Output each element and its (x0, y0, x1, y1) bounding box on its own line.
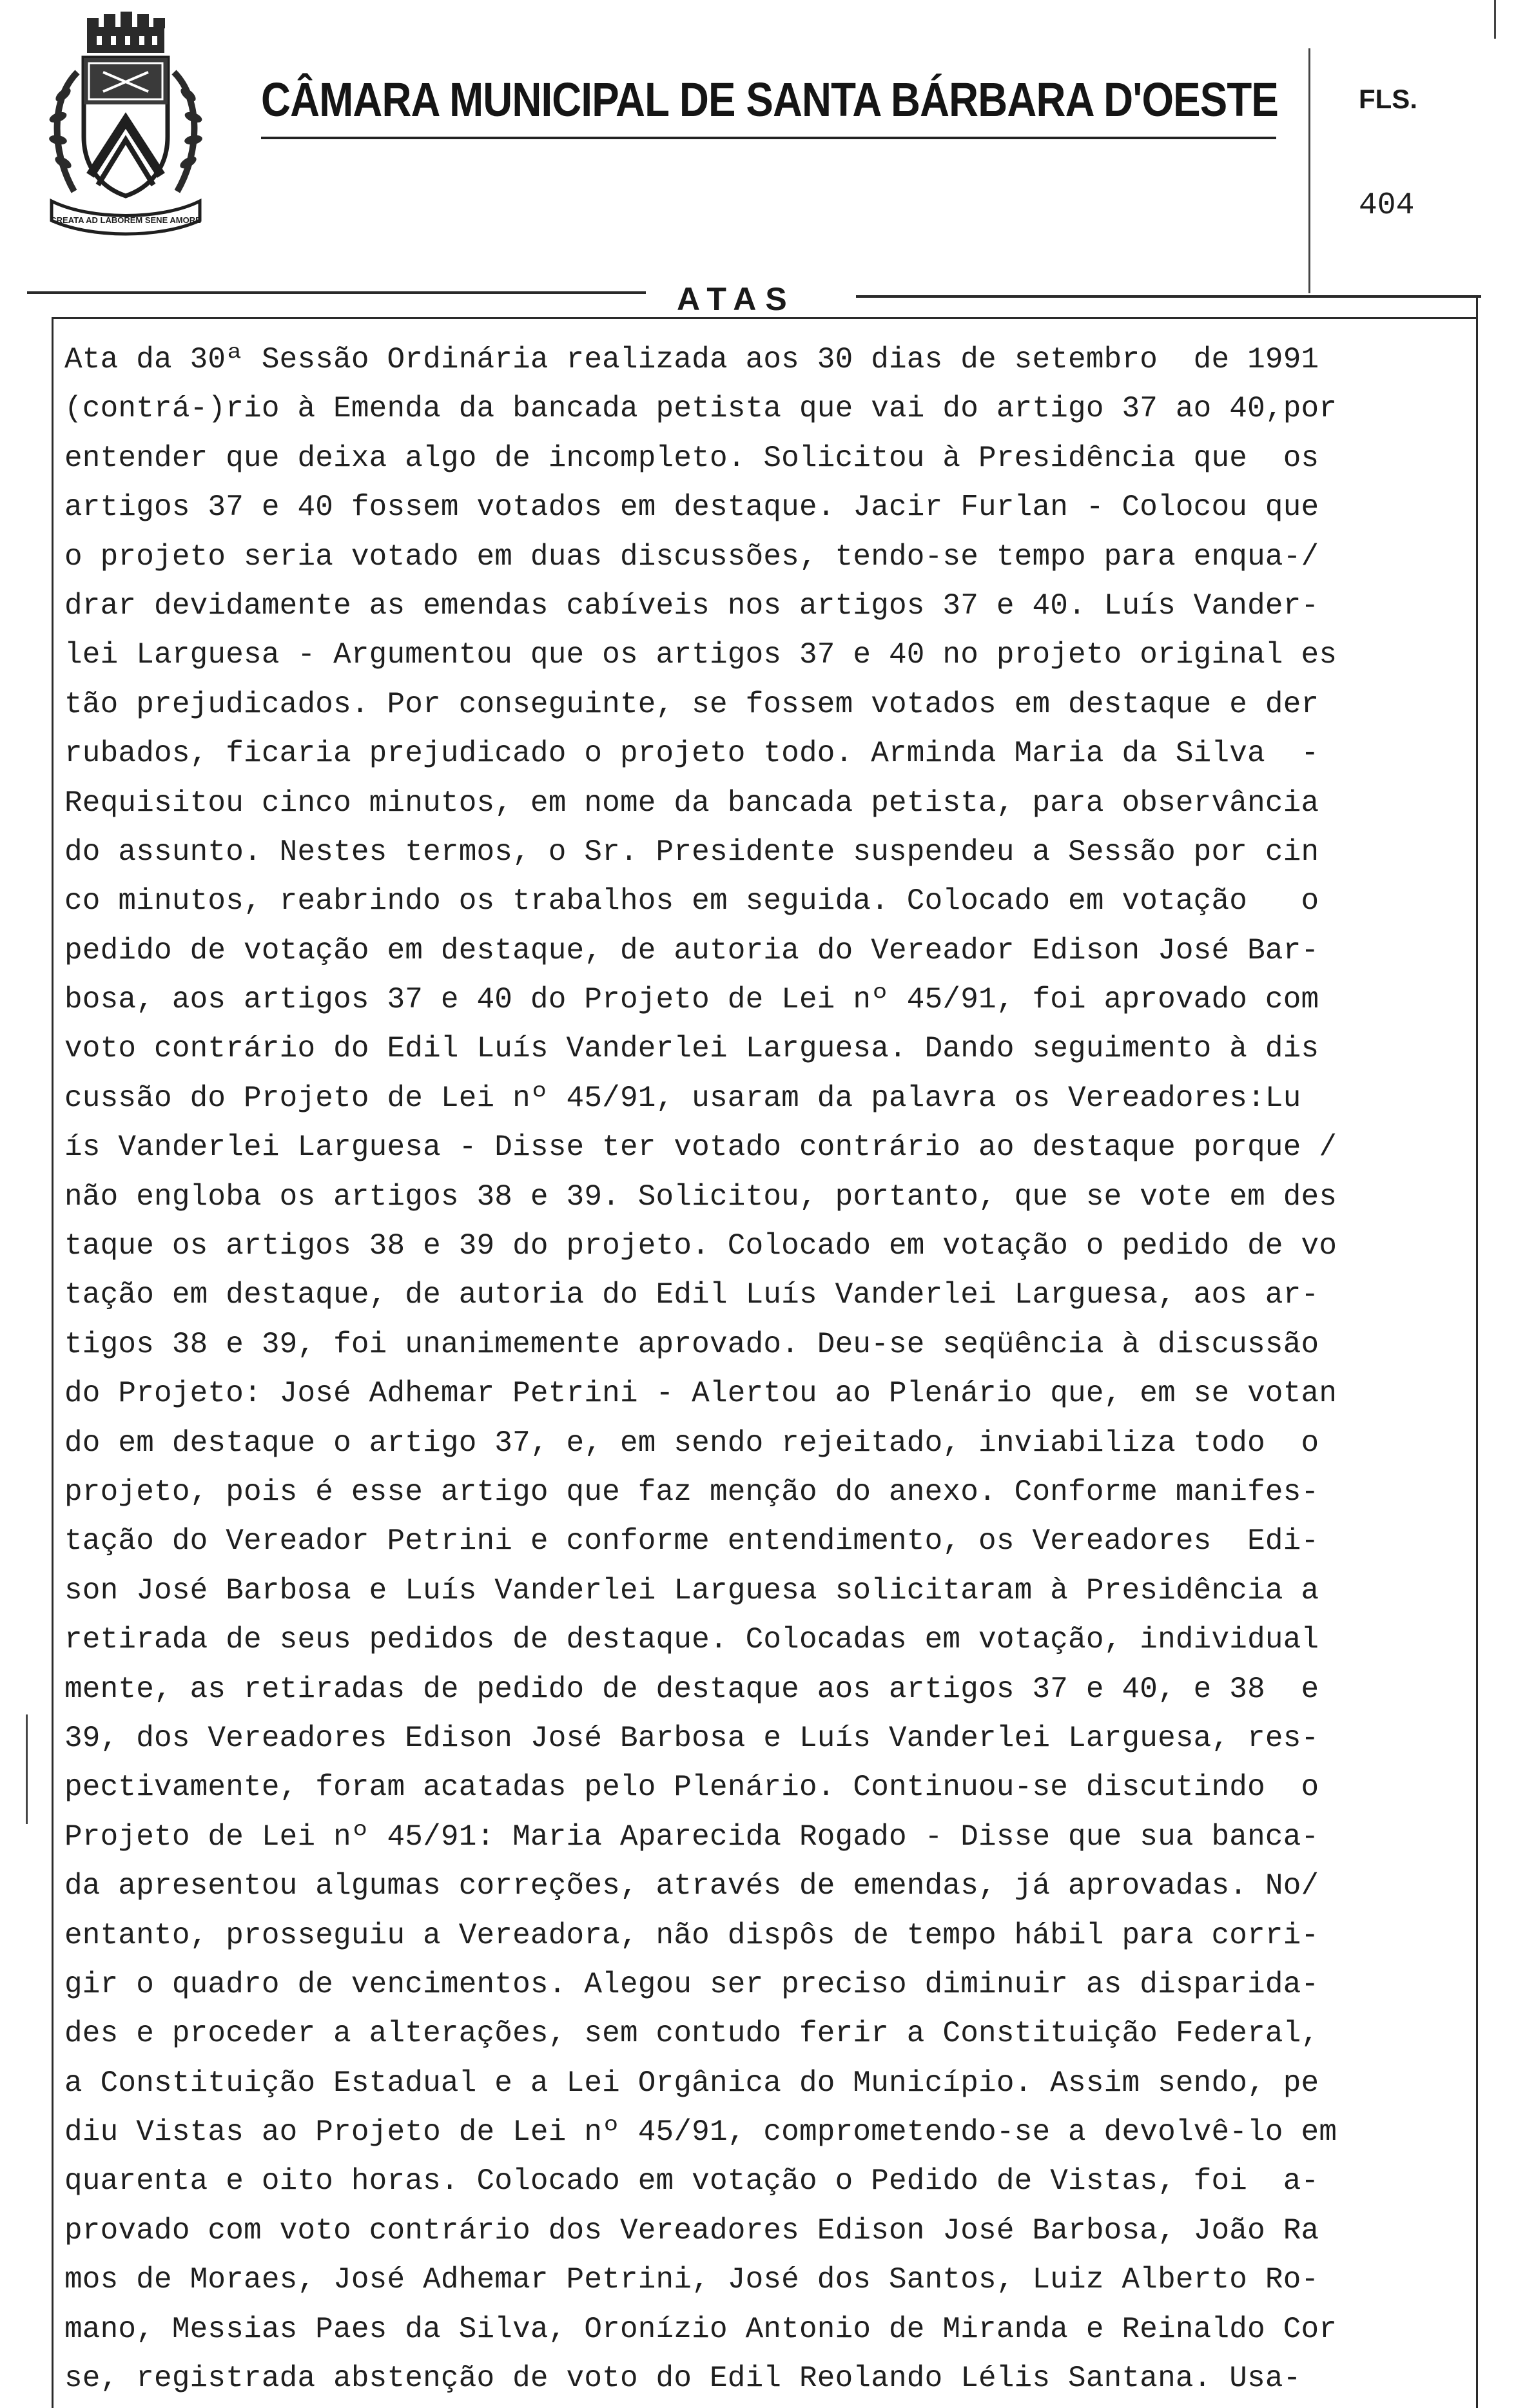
minutes-line: Requisitou cinco minutos, em nome da bancada petista, para observância (64, 786, 1319, 820)
minutes-line: bosa, aos artigos 37 e 40 do Projeto de Lei nº 45/91, foi aprovado com (64, 983, 1319, 1017)
minutes-line: da apresentou algumas correções, através de emendas, já aprovadas. No/ (64, 1869, 1319, 1903)
minutes-line: des e proceder a alterações, sem contudo ferir a Constituição Federal, (64, 2017, 1319, 2051)
minutes-line: cussão do Projeto de Lei nº 45/91, usaram da palavra os Vereadores:Lu (64, 1081, 1301, 1115)
minutes-line: diu Vistas ao Projeto de Lei nº 45/91, comprometendo-se a devolvê-lo em (64, 2115, 1337, 2150)
municipal-crest-logo (39, 8, 213, 240)
minutes-line: entender que deixa algo de incompleto. Solicitou à Presidência que os (64, 441, 1319, 475)
minutes-line: o projeto seria votado em duas discussões, tendo-se tempo para enqua-/ (64, 539, 1319, 574)
minutes-line: co minutos, reabrindo os trabalhos em seguida. Colocado em votação o (64, 884, 1319, 918)
minutes-line: mano, Messias Paes da Silva, Oronízio Antonio de Miranda e Reinaldo Cor (64, 2312, 1337, 2346)
minutes-line: retirada de seus pedidos de destaque. Colocadas em votação, individual (64, 1623, 1319, 1657)
minutes-line: do Projeto: José Adhemar Petrini - Alertou ao Plenário que, em se votan (64, 1377, 1337, 1411)
folio-label: FLS. (1359, 84, 1417, 114)
minutes-line: do em destaque o artigo 37, e, em sendo rejeitado, inviabiliza todo o (64, 1426, 1319, 1460)
minutes-line: a Constituição Estadual e a Lei Orgânica do Município. Assim sendo, pe (64, 2066, 1319, 2100)
minutes-line: lei Larguesa - Argumentou que os artigos 37 e 40 no projeto original es (64, 638, 1337, 672)
svg-text:CREATA AD LABOREM SENE AMORE: CREATA AD LABOREM SENE AMORE (50, 215, 201, 225)
margin-mark (26, 1714, 28, 1824)
minutes-line: ís Vanderlei Larguesa - Disse ter votado contrário ao destaque porque / (64, 1131, 1337, 1165)
minutes-line: não engloba os artigos 38 e 39. Solicitou, portanto, que se vote em des (64, 1180, 1337, 1214)
section-rule-right (856, 295, 1481, 298)
minutes-line: Ata da 30ª Sessão Ordinária realizada aos 30 dias de setembro de 1991 (64, 343, 1319, 376)
council-title: CÂMARA MUNICIPAL DE SANTA BÁRBARA D'OESTE (261, 73, 1278, 126)
minutes-text-body (64, 335, 1482, 2403)
minutes-line: projeto, pois é esse artigo que faz menção do anexo. Conforme manifes- (64, 1475, 1319, 1509)
minutes-line: 39, dos Vereadores Edison José Barbosa e Luís Vanderlei Larguesa, res- (64, 1721, 1319, 1755)
minutes-line: mente, as retiradas de pedido de destaque aos artigos 37 e 40, e 38 e (64, 1672, 1319, 1706)
minutes-line: artigos 37 e 40 fossem votados em destaque. Jacir Furlan - Colocou que (64, 490, 1319, 525)
minutes-line: gir o quadro de vencimentos. Alegou ser preciso diminuir as disparida- (64, 1967, 1319, 2001)
minutes-line: entanto, prosseguiu a Vereadora, não dispôs de tempo hábil para corri- (64, 1918, 1319, 1952)
section-rule-left (27, 291, 646, 294)
folio-divider (1308, 48, 1310, 293)
minutes-line: rubados, ficaria prejudicado o projeto todo. Arminda Maria da Silva - (64, 737, 1319, 771)
minutes-line: provado com voto contrário dos Vereadores Edison José Barbosa, João Ra (64, 2213, 1319, 2248)
minutes-line: do assunto. Nestes termos, o Sr. Presidente suspendeu a Sessão por cin (64, 835, 1319, 869)
minutes-line: mos de Moraes, José Adhemar Petrini, José dos Santos, Luiz Alberto Ro- (64, 2263, 1319, 2297)
minutes-line: tação em destaque, de autoria do Edil Luís Vanderlei Larguesa, aos ar- (64, 1278, 1319, 1312)
minutes-line: tação do Vereador Petrini e conforme entendimento, os Vereadores Edi- (64, 1524, 1319, 1558)
minutes-line: quarenta e oito horas. Colocado em votação o Pedido de Vistas, foi a- (64, 2164, 1319, 2199)
minutes-line: tigos 38 e 39, foi unanimemente aprovado. Deu-se seqüência à discussão (64, 1327, 1319, 1361)
minutes-line: pedido de votação em destaque, de autoria do Vereador Edison José Bar- (64, 933, 1319, 967)
minutes-line: voto contrário do Edil Luís Vanderlei Larguesa. Dando seguimento à dis (64, 1032, 1319, 1066)
minutes-line: pectivamente, foram acatadas pelo Plenário. Continuou-se discutindo o (64, 1771, 1319, 1805)
corner-mark (1494, 0, 1496, 39)
text-box-top-border (52, 317, 1476, 319)
minutes-line: drar devidamente as emendas cabíveis nos artigos 37 e 40. Luís Vander- (64, 588, 1319, 623)
minutes-line: se, registrada abstenção de voto do Edil Reolando Lélis Santana. Usa- (64, 2362, 1301, 2396)
title-underline (261, 137, 1276, 139)
page-number: 404 (1359, 188, 1415, 223)
minutes-line: Projeto de Lei nº 45/91: Maria Aparecida Rogado - Disse que sua banca- (64, 1820, 1319, 1854)
text-box-left-border (52, 317, 53, 2408)
minutes-line: taque os artigos 38 e 39 do projeto. Colocado em votação o pedido de vo (64, 1229, 1337, 1263)
minutes-line: son José Barbosa e Luís Vanderlei Larguesa solicitaram à Presidência a (64, 1573, 1319, 1607)
section-title: ATAS (677, 281, 796, 317)
minutes-line: tão prejudicados. Por conseguinte, se fossem votados em destaque e der (64, 687, 1319, 721)
minutes-line: (contrá-)rio à Emenda da bancada petista que vai do artigo 37 ao 40,por (64, 392, 1337, 426)
